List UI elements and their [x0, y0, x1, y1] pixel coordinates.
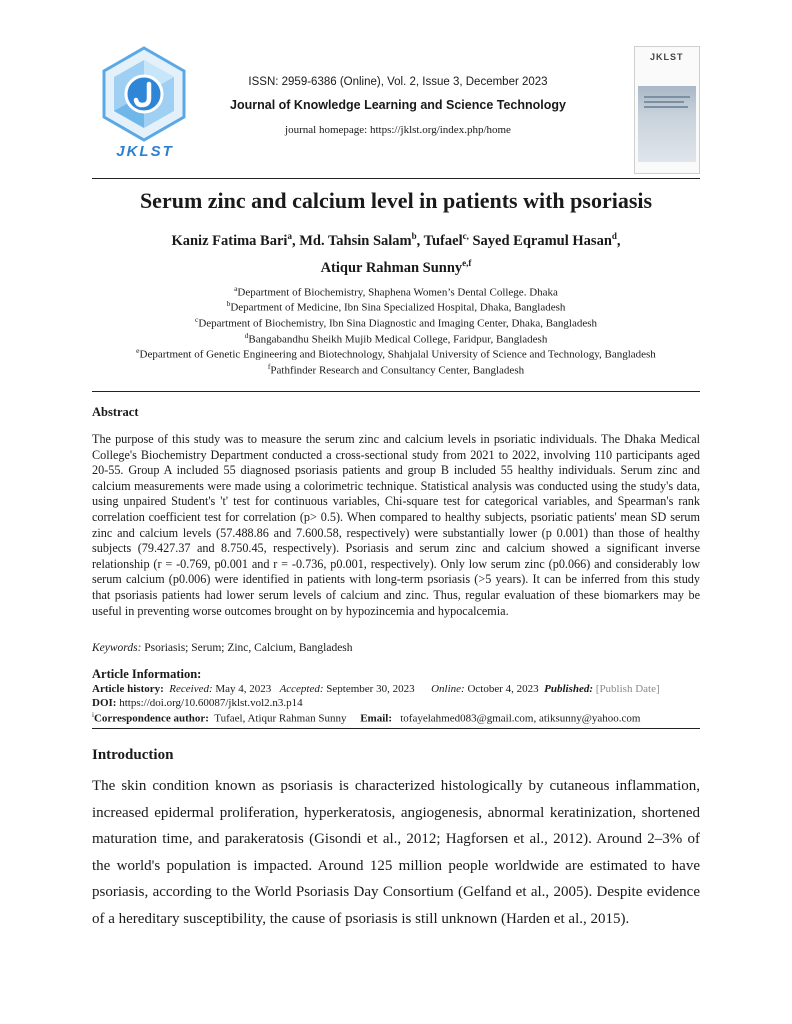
cover-text-line [644, 106, 688, 108]
correspondence-names: Tufael, Atiqur Rahman Sunny [214, 712, 347, 725]
affiliation-marker: b [226, 299, 231, 308]
article-title: Serum zinc and calcium level in patients with psoriasis [139, 188, 653, 213]
affiliation-text: Pathfinder Research and Consultancy Center, Bangladesh [270, 364, 525, 377]
keywords [92, 642, 700, 654]
article-history [92, 683, 700, 695]
logo-wordmark: JKLST [116, 143, 174, 160]
author-separator: , [291, 232, 300, 249]
affiliation-text: Bangabandhu Sheikh Mujib Medical College, Faridpur, Bangladesh [248, 333, 548, 346]
author-affiliation-marker: d [611, 231, 617, 241]
accepted-label: Accepted: [279, 683, 324, 695]
article-info-heading: Article Information: [92, 667, 202, 681]
authors-line-2 [60, 258, 732, 277]
authors-line-1 [60, 231, 732, 250]
doi-line [92, 697, 700, 709]
correspondence-line [92, 711, 700, 725]
homepage-label: journal homepage: [285, 124, 368, 136]
author-name: Sayed Eqramul Hasan [472, 232, 612, 249]
info-divider [92, 728, 700, 729]
cover-text-line [644, 101, 684, 103]
affiliation-marker: c [194, 315, 199, 324]
affiliation-text: Department of Genetic Engineering and Biotechnology, Shahjalal University of Science and Technology, Bangladesh [139, 348, 656, 361]
cover-brand: JKLST [650, 52, 684, 62]
author-affiliation-marker: e,f [462, 258, 472, 268]
history-label: Article history: [92, 683, 164, 695]
abstract-text: The purpose of this study was to measure the serum zinc and calcium levels in psoriatic individuals. The Dhaka Medical College's Biochemistry Department conducted a cross-sectional study from 2021 to 2022, involving 110 participants aged 20-55. Group A included 55 diagnosed psoriasis patients and group B included 55 healthy individuals. Serum zinc and calcium measurements were made using a colorimetric technique. Statistical analysis was conducted using the study's data, using unpaired Student's 't' test for continuous variables, Chi-square test for categorical variables, and Spearman's rank correlation coefficient test for correlation (p> 0.5). When compared to healthy subjects, psoriatic patients' mean SD serum zinc and calcium levels (57.488.86 and 7.600.58, respectively) were substantially lower (p 0.001) than those of healthy subjects (79.427.37 and 8.750.45, respectively). Psoriasis and serum zinc and calcium showed a significant inverse relationship (r = -0.769, p0.001 and r = -0.736, p0.001, respectively). Only low serum zinc (p0.066) and considerably low serum calcium (p0.006) were identified in patients with long-term psoriasis (>5 years). It can be inferred from this study that psoriasis patients had lower serum levels of calcium and zinc. Thus, regular evaluation of these biomarkers may be useful in preventing worse outcomes brought on by hypozincemia and hypocalcemia. [92, 432, 700, 618]
accepted-date: September 30, 2023 [326, 683, 415, 695]
email-links[interactable]: tofayelahmed083@gmail.com, atiksunny@yahoo.com [400, 712, 641, 725]
published-date: [Publish Date] [595, 683, 660, 695]
affiliation-text: Department of Biochemistry, Ibn Sina Diagnostic and Imaging Center, Dhaka, Bangladesh [198, 317, 598, 330]
keywords-text: Psoriasis; Serum; Zinc, Calcium, Bangladesh [144, 642, 353, 654]
correspondence-marker: i [92, 711, 94, 719]
affiliation [60, 346, 732, 361]
affiliation-marker: a [234, 284, 238, 293]
affiliation-marker: e [136, 346, 140, 355]
received-date: May 4, 2023 [215, 683, 272, 695]
author-name: Atiqur Rahman Sunny [320, 259, 463, 276]
author-affiliation-marker: c, [462, 231, 469, 241]
published-label: Published: [544, 683, 594, 695]
keywords-label: Keywords: [92, 642, 142, 654]
affiliation [60, 299, 732, 314]
doi-link[interactable]: https://doi.org/10.60087/jklst.vol2.n3.p14 [119, 697, 303, 709]
email-label: Email: [360, 712, 392, 725]
author-name: Md. Tahsin Salam [299, 232, 412, 249]
affiliation-text: Department of Medicine, Ibn Sina Specialized Hospital, Dhaka, Bangladesh [230, 301, 566, 314]
affiliation-text: Department of Biochemistry, Shaphena Women’s Dental College. Dhaka [237, 286, 558, 299]
journal-name: Journal of Knowledge Learning and Science Technology [230, 98, 566, 112]
author-separator: , [616, 232, 621, 249]
introduction-heading: Introduction [92, 747, 174, 763]
affiliation [60, 331, 732, 346]
author-name: Tufael [423, 232, 463, 249]
cover-text-line [644, 96, 690, 98]
header-divider [92, 178, 700, 179]
doi-label: DOI: [92, 697, 117, 709]
online-date: October 4, 2023 [467, 683, 539, 695]
introduction-text: The skin condition known as psoriasis is characterized histologically by cutaneous inflammation, increased epidermal proliferation, hyperkeratosis, angiogenesis, abnormal keratinization, shortened maturation time, and parakeratosis (Gisondi et al., 2012; Hagforsen et al., 2012). Around 2–3% of the world's population is impacted. Around 125 million people worldwide are estimated to have psoriasis, according to the World Psoriasis Day Consortium (Gelfand et al., 2005). Despite evidence of a hereditary susceptibility, the cause of psoriasis is still unknown (Harden et al., 2015). [92, 778, 700, 927]
author-affiliation-marker: b [411, 231, 417, 241]
affiliation [60, 284, 732, 299]
homepage-link[interactable]: https://jklst.org/index.php/home [369, 124, 511, 136]
abstract-heading: Abstract [92, 405, 139, 419]
online-label: Online: [431, 683, 465, 695]
author-separator: , [416, 232, 424, 249]
affiliation [60, 362, 732, 377]
received-label: Received: [169, 683, 213, 695]
affiliation [60, 315, 732, 330]
author-affiliation-marker: a [287, 231, 292, 241]
journal-homepage [200, 124, 596, 136]
abstract-divider [92, 391, 700, 392]
affiliation-marker: d [244, 331, 249, 340]
issn-line: ISSN: 2959-6386 (Online), Vol. 2, Issue 3, December 2023 [248, 76, 548, 88]
correspondence-label: Correspondence author: [93, 712, 209, 725]
affiliation-marker: f [267, 362, 271, 371]
author-name: Kaniz Fatima Bari [171, 232, 288, 249]
